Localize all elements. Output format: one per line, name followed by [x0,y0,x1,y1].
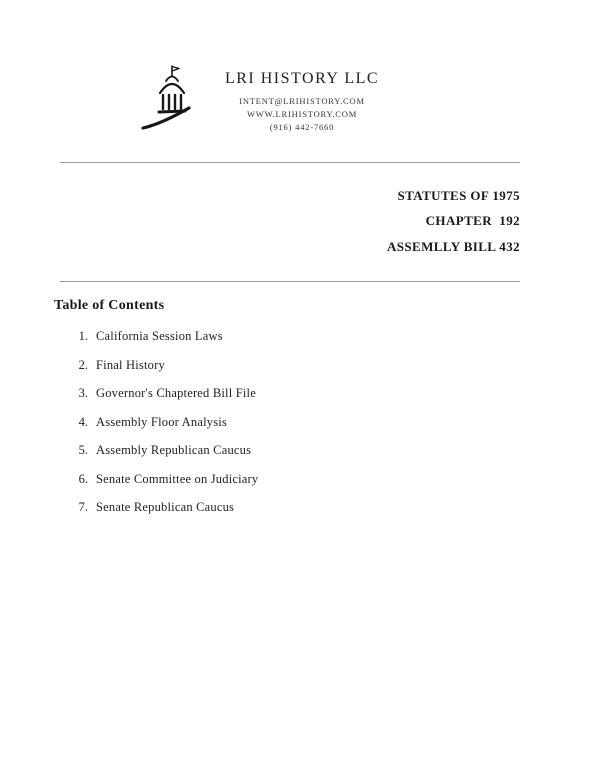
toc-item [70,444,600,457]
toc-item-number: 3. [78,386,88,401]
toc-item-number: 4. [78,414,88,429]
toc-item-number: 7. [78,500,88,515]
company-phone: (916) 442-7660 [269,122,335,133]
table-of-contents [0,282,600,514]
toc-item-number: 5. [78,443,88,458]
toc-item [70,416,600,429]
statute-block [0,163,600,259]
toc-item-label: Senate Committee on Judiciary [96,471,259,486]
toc-item-label: Assembly Republican Caucus [96,443,252,458]
toc-item-number: 1. [78,329,88,344]
capitol-building-icon [137,62,199,138]
toc-item-label: Governor's Chaptered Bill File [96,386,256,401]
toc-item-label: Senate Republican Caucus [96,500,235,515]
toc-item [70,473,600,486]
statute-line-chapter: CHAPTER 192 [425,213,520,229]
letterhead [0,0,558,138]
toc-item-number: 2. [78,357,88,372]
toc-item-label: Final History [96,357,165,372]
letterhead-text [225,62,379,135]
toc-title: Table of Contents [54,298,165,314]
statute-line-statutes: STATUTES OF 1975 [397,188,520,203]
toc-item-label: Assembly Floor Analysis [96,414,227,429]
company-email: INTENT@LRIHISTORY.COM [239,96,365,106]
company-name: LRI HISTORY LLC [224,70,380,87]
toc-item [70,387,600,400]
toc-item [70,359,600,372]
company-website: WWW.LRIHISTORY.COM [246,109,358,120]
statute-line-bill: ASSEMLLY BILL 432 [387,238,520,254]
toc-item-label: California Session Laws [96,329,223,344]
toc-item [70,501,600,514]
toc-item [70,330,600,343]
toc-list [54,330,600,514]
toc-item-number: 6. [78,471,88,486]
